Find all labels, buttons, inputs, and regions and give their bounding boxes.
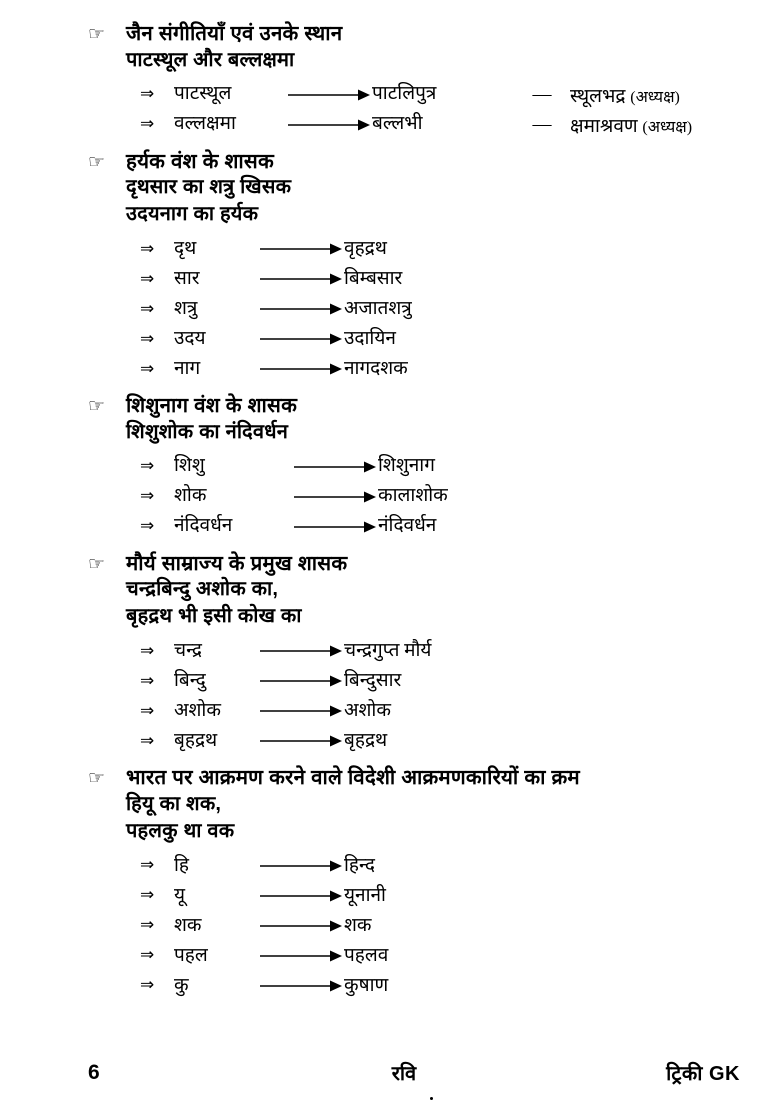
mapping-list: [140, 851, 740, 1001]
mnemonic-line: दृथसार का शत्रु खिसक: [126, 176, 292, 199]
section-title: हर्यक वंश के शासक: [126, 149, 274, 173]
double-arrow-icon: ⇒: [140, 268, 155, 289]
mapping-left: यू: [174, 884, 186, 906]
mapping-right: अजातशत्रु: [344, 297, 412, 319]
mapping-dash: —: [532, 83, 552, 105]
double-arrow-icon: ⇒: [140, 114, 155, 135]
mapping-left: बृहद्रथ: [174, 729, 218, 751]
double-arrow-icon: ⇒: [140, 84, 155, 105]
section-title: भारत पर आक्रमण करने वाले विदेशी आक्रमणकारियों का क्रम: [126, 766, 580, 790]
double-arrow-icon: ⇒: [140, 915, 155, 936]
arrow-right-icon: [292, 458, 378, 476]
arrow-right-icon: [258, 857, 344, 875]
mapping-list: [140, 80, 740, 140]
mapping-row: [140, 234, 740, 264]
mapping-row: [140, 452, 740, 482]
mapping-left: अशोक: [174, 699, 221, 721]
mapping-left: शत्रु: [174, 297, 198, 319]
mnemonic-line: उदयनाग का हर्यक: [126, 203, 259, 226]
mapping-list: [140, 452, 740, 542]
mapping-right: चन्द्रगुप्त मौर्य: [344, 639, 432, 661]
double-arrow-icon: ⇒: [140, 885, 155, 906]
pointing-hand-icon: ☞: [88, 150, 105, 173]
section-heading: [88, 22, 740, 47]
mapping-right: बल्लभी: [372, 113, 423, 135]
arrow-right-icon: [258, 947, 344, 965]
mapping-extra-name: क्षमाश्रवण: [570, 115, 638, 137]
mapping-extra: [570, 112, 692, 138]
mapping-row: [140, 110, 740, 140]
section-heading: [88, 552, 740, 577]
mapping-right: नागदशक: [344, 357, 408, 379]
footer-dot: [430, 1097, 433, 1100]
mapping-row: [140, 324, 740, 354]
pointing-hand-icon: ☞: [88, 23, 105, 45]
mapping-row: [140, 354, 740, 384]
mapping-left: चन्द्र: [174, 639, 203, 661]
arrow-right-icon: [286, 86, 372, 104]
mnemonic-line: शिशुशोक का नंदिवर्धन: [126, 420, 288, 443]
pointing-hand-icon: ☞: [88, 552, 105, 575]
mapping-right: नंदिवर्धन: [378, 515, 437, 537]
mapping-right: कालाशोक: [378, 485, 448, 507]
mnemonic-line: हियू का शक,: [126, 792, 222, 815]
arrow-right-icon: [258, 270, 344, 288]
mapping-dash: —: [532, 113, 552, 135]
double-arrow-icon: ⇒: [140, 975, 155, 996]
double-arrow-icon: ⇒: [140, 238, 155, 259]
mapping-right: शक: [344, 914, 372, 936]
double-arrow-icon: ⇒: [140, 456, 155, 477]
mapping-row: [140, 911, 740, 941]
mapping-list: [140, 636, 740, 756]
mapping-right: उदायिन: [344, 327, 396, 349]
mapping-extra: [570, 82, 680, 108]
mapping-right: यूनानी: [344, 884, 386, 906]
mapping-row: [140, 666, 740, 696]
arrow-right-icon: [258, 702, 344, 720]
mapping-right: अशोक: [344, 699, 391, 721]
arrow-right-icon: [258, 887, 344, 905]
section-heading: [88, 150, 740, 175]
mnemonic-line: पहलकु था वक: [126, 819, 235, 842]
footer-publisher: रवि: [391, 1063, 417, 1085]
arrow-right-icon: [258, 977, 344, 995]
mapping-right: शिशुनाग: [378, 455, 435, 477]
mapping-list: [140, 234, 740, 384]
double-arrow-icon: ⇒: [140, 516, 155, 537]
arrow-right-icon: [292, 518, 378, 536]
section-title: शिशुनाग वंश के शासक: [126, 394, 298, 418]
pointing-hand-icon: ☞: [88, 395, 105, 418]
mnemonic-line: पाटस्थूल और बल्लक्षमा: [126, 48, 295, 71]
arrow-right-icon: [258, 642, 344, 660]
mapping-right: कुषाण: [344, 974, 389, 996]
mnemonic-line: चन्द्रबिन्दु अशोक का,: [126, 578, 279, 601]
double-arrow-icon: ⇒: [140, 486, 155, 507]
mapping-left: शक: [174, 914, 202, 936]
footer-book-title: ट्रिकी GK: [666, 1063, 740, 1085]
mapping-right: वृहद्रथ: [344, 237, 387, 259]
mapping-left: शिशु: [174, 455, 205, 477]
double-arrow-icon: ⇒: [140, 700, 155, 721]
mapping-extra-role: (अध्यक्ष): [642, 118, 693, 136]
mapping-left: नाग: [174, 357, 201, 379]
section-maurya-rulers: [88, 552, 740, 757]
mapping-left: पहल: [174, 944, 208, 966]
mapping-left: वल्लक्षमा: [174, 113, 236, 135]
mapping-right: बिम्बसार: [344, 267, 403, 289]
mapping-row: [140, 512, 740, 542]
mapping-left: सार: [174, 267, 200, 289]
arrow-right-icon: [258, 732, 344, 750]
page-footer: [88, 1059, 740, 1086]
section-foreign-invaders: [88, 766, 740, 1001]
mapping-row: [140, 294, 740, 324]
mapping-left: पाटस्थूल: [174, 83, 232, 105]
mapping-right: बिन्दुसार: [344, 669, 402, 691]
page-number: 6: [88, 1060, 100, 1084]
pointing-hand-icon: ☞: [88, 767, 105, 790]
mnemonic-line: बृहद्रथ भी इसी कोख का: [126, 605, 302, 628]
arrow-right-icon: [286, 116, 372, 134]
mapping-row: [140, 851, 740, 881]
mapping-left: दृथ: [174, 237, 197, 259]
mapping-right: हिन्द: [344, 854, 375, 876]
mapping-left: शोक: [174, 485, 207, 507]
mapping-row: [140, 881, 740, 911]
arrow-right-icon: [258, 360, 344, 378]
mapping-row: [140, 80, 740, 110]
double-arrow-icon: ⇒: [140, 298, 155, 319]
double-arrow-icon: ⇒: [140, 670, 155, 691]
section-title: जैन संगीतियाँ एवं उनके स्थान: [126, 22, 343, 45]
double-arrow-icon: ⇒: [140, 945, 155, 966]
section-haryanka-rulers: [88, 150, 740, 385]
mapping-row: [140, 482, 740, 512]
arrow-right-icon: [258, 672, 344, 690]
mapping-right: पहलव: [344, 944, 389, 966]
section-shishunaga-rulers: [88, 394, 740, 542]
double-arrow-icon: ⇒: [140, 640, 155, 661]
arrow-right-icon: [258, 240, 344, 258]
double-arrow-icon: ⇒: [140, 855, 155, 876]
arrow-right-icon: [258, 330, 344, 348]
double-arrow-icon: ⇒: [140, 328, 155, 349]
section-heading: [88, 766, 740, 791]
double-arrow-icon: ⇒: [140, 358, 155, 379]
mapping-row: [140, 696, 740, 726]
mapping-row: [140, 636, 740, 666]
mapping-right: बृहद्रथ: [344, 729, 388, 751]
arrow-right-icon: [258, 917, 344, 935]
mapping-left: हि: [174, 854, 190, 876]
mapping-row: [140, 971, 740, 1001]
mapping-extra-name: स्थूलभद्र: [570, 85, 626, 107]
mapping-left: उदय: [174, 327, 206, 349]
mapping-extra-role: (अध्यक्ष): [630, 88, 680, 106]
arrow-right-icon: [292, 488, 378, 506]
section-heading: [88, 394, 740, 419]
mapping-left: बिन्दु: [174, 669, 206, 691]
arrow-right-icon: [258, 300, 344, 318]
mapping-row: [140, 726, 740, 756]
mapping-right: पाटलिपुत्र: [372, 83, 437, 105]
mapping-row: [140, 264, 740, 294]
section-jain-councils: [88, 22, 740, 140]
section-title: मौर्य साम्राज्य के प्रमुख शासक: [126, 551, 348, 575]
double-arrow-icon: ⇒: [140, 730, 155, 751]
mapping-left: नंदिवर्धन: [174, 515, 233, 537]
mapping-row: [140, 941, 740, 971]
mapping-left: कु: [174, 974, 189, 996]
